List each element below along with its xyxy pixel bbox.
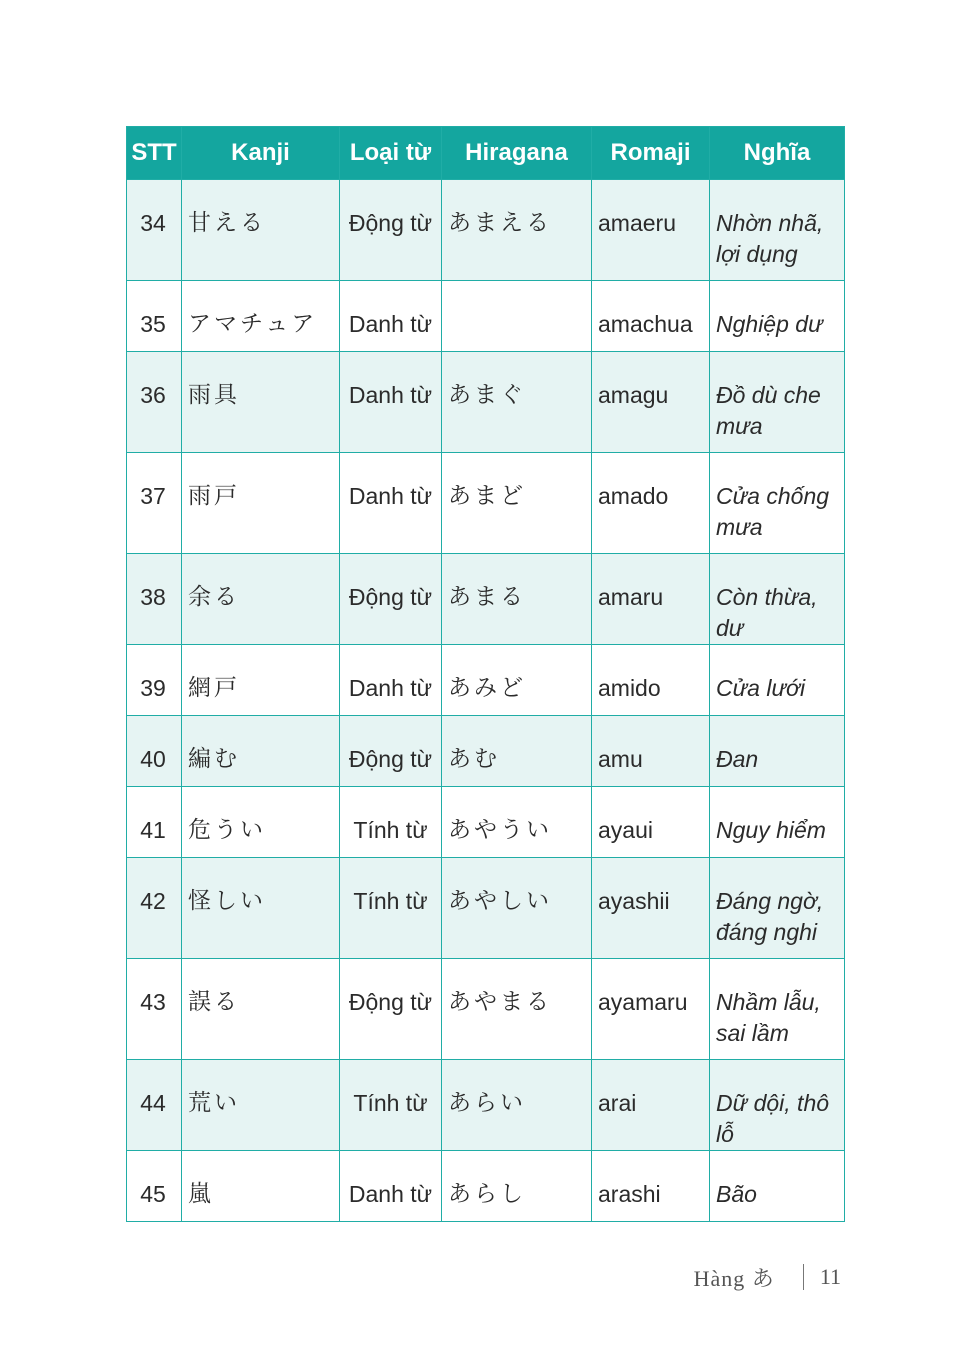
- cell-kanji: 甘える: [182, 180, 340, 281]
- cell-romaji: arashi: [592, 1151, 710, 1222]
- cell-romaji: amagu: [592, 352, 710, 453]
- cell-hiragana: あらし: [442, 1151, 592, 1222]
- cell-hiragana: あみど: [442, 645, 592, 716]
- cell-hiragana: あまど: [442, 453, 592, 554]
- cell-romaji: ayaui: [592, 787, 710, 858]
- cell-kanji: 怪しい: [182, 858, 340, 959]
- cell-hiragana: あまる: [442, 554, 592, 645]
- table-header-row: [127, 127, 845, 180]
- cell-stt: 42: [127, 858, 182, 959]
- cell-meaning: Còn thừa, dư: [710, 554, 845, 645]
- cell-romaji: ayamaru: [592, 959, 710, 1060]
- cell-romaji: amaeru: [592, 180, 710, 281]
- table-row: [127, 716, 845, 787]
- cell-hiragana: あらい: [442, 1060, 592, 1151]
- cell-word-type: Động từ: [340, 716, 442, 787]
- cell-kanji: アマチュア: [182, 281, 340, 352]
- cell-stt: 45: [127, 1151, 182, 1222]
- cell-stt: 38: [127, 554, 182, 645]
- cell-hiragana: [442, 281, 592, 352]
- header-romaji: Romaji: [592, 127, 710, 180]
- cell-stt: 41: [127, 787, 182, 858]
- cell-stt: 34: [127, 180, 182, 281]
- cell-word-type: Danh từ: [340, 352, 442, 453]
- cell-romaji: amado: [592, 453, 710, 554]
- table-row: [127, 352, 845, 453]
- cell-hiragana: あやしい: [442, 858, 592, 959]
- cell-word-type: Tính từ: [340, 787, 442, 858]
- cell-meaning: Nguy hiểm: [710, 787, 845, 858]
- cell-meaning: Đáng ngờ, đáng nghi: [710, 858, 845, 959]
- cell-meaning: Nhầm lẫu, sai lầm: [710, 959, 845, 1060]
- cell-stt: 36: [127, 352, 182, 453]
- cell-word-type: Động từ: [340, 180, 442, 281]
- table-row: [127, 554, 845, 645]
- footer-divider: [803, 1264, 804, 1290]
- cell-romaji: ayashii: [592, 858, 710, 959]
- cell-meaning: Bão: [710, 1151, 845, 1222]
- cell-kanji: 余る: [182, 554, 340, 645]
- cell-romaji: amido: [592, 645, 710, 716]
- cell-word-type: Danh từ: [340, 453, 442, 554]
- cell-hiragana: あむ: [442, 716, 592, 787]
- table-row: [127, 281, 845, 352]
- cell-kanji: 危うい: [182, 787, 340, 858]
- cell-word-type: Tính từ: [340, 858, 442, 959]
- cell-meaning: Nghiệp dư: [710, 281, 845, 352]
- cell-hiragana: あまえる: [442, 180, 592, 281]
- cell-kanji: 雨具: [182, 352, 340, 453]
- cell-romaji: amu: [592, 716, 710, 787]
- cell-meaning: Cửa lưới: [710, 645, 845, 716]
- cell-word-type: Danh từ: [340, 645, 442, 716]
- cell-stt: 35: [127, 281, 182, 352]
- cell-kanji: 荒い: [182, 1060, 340, 1151]
- table-row: [127, 959, 845, 1060]
- cell-stt: 43: [127, 959, 182, 1060]
- page-number: 11: [819, 1264, 841, 1289]
- cell-kanji: 嵐: [182, 1151, 340, 1222]
- table-row: [127, 180, 845, 281]
- cell-word-type: Tính từ: [340, 1060, 442, 1151]
- cell-meaning: Đan: [710, 716, 845, 787]
- table-row: [127, 1151, 845, 1222]
- page-footer: [694, 1262, 841, 1292]
- cell-hiragana: あまぐ: [442, 352, 592, 453]
- cell-word-type: Động từ: [340, 959, 442, 1060]
- vocabulary-table: [126, 126, 845, 1222]
- table-row: [127, 787, 845, 858]
- header-meaning: Nghĩa: [710, 127, 845, 180]
- cell-hiragana: あやうい: [442, 787, 592, 858]
- cell-kanji: 雨戸: [182, 453, 340, 554]
- cell-meaning: Nhờn nhã, lợi dụng: [710, 180, 845, 281]
- cell-romaji: amachua: [592, 281, 710, 352]
- cell-stt: 37: [127, 453, 182, 554]
- header-hiragana: Hiragana: [442, 127, 592, 180]
- cell-meaning: Dữ dội, thô lỗ: [710, 1060, 845, 1151]
- cell-word-type: Động từ: [340, 554, 442, 645]
- header-word-type: Loại từ: [340, 127, 442, 180]
- cell-kanji: 誤る: [182, 959, 340, 1060]
- cell-word-type: Danh từ: [340, 1151, 442, 1222]
- cell-hiragana: あやまる: [442, 959, 592, 1060]
- cell-kanji: 網戸: [182, 645, 340, 716]
- cell-stt: 44: [127, 1060, 182, 1151]
- cell-word-type: Danh từ: [340, 281, 442, 352]
- table-row: [127, 453, 845, 554]
- cell-meaning: Cửa chống mưa: [710, 453, 845, 554]
- cell-stt: 40: [127, 716, 182, 787]
- cell-meaning: Đồ dù che mưa: [710, 352, 845, 453]
- table-row: [127, 1060, 845, 1151]
- cell-stt: 39: [127, 645, 182, 716]
- footer-section-title: Hàng あ: [693, 1265, 775, 1291]
- header-stt: STT: [127, 127, 182, 180]
- cell-kanji: 編む: [182, 716, 340, 787]
- header-kanji: Kanji: [182, 127, 340, 180]
- table-row: [127, 645, 845, 716]
- cell-romaji: amaru: [592, 554, 710, 645]
- table-row: [127, 858, 845, 959]
- cell-romaji: arai: [592, 1060, 710, 1151]
